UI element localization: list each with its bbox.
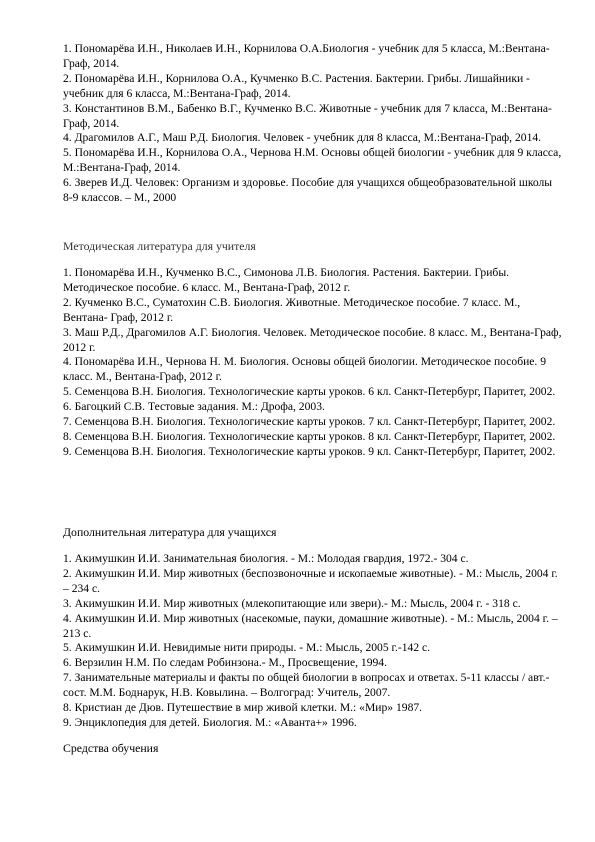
list-item: 2. Акимушкин И.И. Мир животных (беспозвоночные и ископаемые животные). - М.: Мысль, 2004 г. – 234 с. bbox=[63, 566, 558, 595]
list-item: 3. Константинов В.М., Бабенко В.Г., Кучменко В.С. Животные - учебник для 7 класса, М.:Вентана- Граф, 2014. bbox=[63, 101, 552, 130]
list-item: 6. Багоцкий С.В. Тестовые задания. М.: Дрофа, 2003. bbox=[63, 400, 325, 414]
extra-literature-heading: Дополнительная литература для учащихся bbox=[63, 525, 277, 539]
teacher-literature-list bbox=[63, 266, 563, 460]
list-item: 3. Акимушкин И.И. Мир животных (млекопитающие или звери).- М.: Мысль, 2004 г. - 318 с. bbox=[63, 596, 521, 610]
list-item: 9. Семенцова В.Н. Биология. Технологические карты уроков. 9 кл. Санкт-Петербург, Паритет, 2002. bbox=[63, 444, 556, 458]
list-item: 1. Пономарёва И.Н., Николаев И.Н., Корнилова О.А.Биология - учебник для 5 класса, М.:Вентана-Граф, 2014. bbox=[63, 42, 550, 70]
list-item: 2. Кучменко В.С., Суматохин С.В. Биология. Животные. Методическое пособие. 7 класс. М., Вентана- Граф, 2012 г. bbox=[63, 295, 521, 324]
teaching-tools-heading: Средства обучения bbox=[63, 741, 159, 755]
list-item: 6. Зверев И.Д. Человек: Организм и здоровье. Пособие для учащихся общеобразовательной школы 8-9 классов. – М., 2000 bbox=[63, 176, 553, 205]
list-item: 4. Драгомилов А.Г., Маш Р.Д. Биология. Человек - учебник для 8 класса, М.:Вентана-Граф, 2014. bbox=[63, 131, 542, 145]
list-item: 1. Акимушкин И.И. Занимательная биология. - М.: Молодая гвардия, 1972.- 304 с. bbox=[63, 552, 469, 565]
list-item: 5. Акимушкин И.И. Невидимые нити природы. - М.: Мысль, 2005 г.-142 с. bbox=[63, 641, 431, 655]
teacher-literature-heading: Методическая литература для учителя bbox=[63, 239, 256, 253]
list-item: 8. Кристиан де Дюв. Путешествие в мир живой клетки. М.: «Мир» 1987. bbox=[63, 701, 423, 715]
list-item: 3. Маш Р.Д., Драгомилов А.Г. Биология. Человек. Методическое пособие. 8 класс. М., Вентана-Граф, 2012 г. bbox=[63, 325, 562, 354]
list-item: 6. Верзилин Н.М. По следам Робинзона.- М., Просвещение, 1994. bbox=[63, 656, 387, 670]
list-item: 4. Пономарёва И.Н., Чернова Н. М. Биология. Основы общей биологии. Методическое пособие. 9 класс. М., Вентана-Граф, 2012 г. bbox=[63, 355, 547, 384]
list-item: 4. Акимушкин И.И. Мир животных (насекомые, пауки, домашние животные). - М.: Мысль, 2004 г. – 213 с. bbox=[63, 611, 558, 640]
list-item: 2. Пономарёва И.Н., Корнилова О.А., Кучменко В.С. Растения. Бактерии. Грибы. Лишайники - учебник для 6 класса, М.:Вентана-Граф, 2014. bbox=[63, 71, 530, 100]
list-item: 9. Энциклопедия для детей. Биология. М.: «Аванта+» 1996. bbox=[63, 715, 357, 729]
list-item: 8. Семенцова В.Н. Биология. Технологические карты уроков. 8 кл. Санкт-Петербург, Паритет, 2002. bbox=[63, 429, 556, 443]
list-item: 5. Семенцова В.Н. Биология. Технологические карты уроков. 6 кл. Санкт-Петербург, Паритет, 2002. bbox=[63, 385, 556, 399]
list-item: 7. Занимательные материалы и факты по общей биологии в вопросах и ответах. 5-11 классы / авт.-сост. М.М. Боднарук, Н.В. Ковылина. – Волгоград: Учитель, 2007. bbox=[63, 671, 550, 700]
list-item: 5. Пономарёва И.Н., Корнилова О.А., Чернова Н.М. Основы общей биологии - учебник для 9 класса, М.:Вентана-Граф, 2014. bbox=[63, 146, 562, 175]
extra-literature-list bbox=[63, 552, 563, 731]
students-textbook-list bbox=[63, 42, 563, 206]
list-item: 7. Семенцова В.Н. Биология. Технологические карты уроков. 7 кл. Санкт-Петербург, Паритет, 2002. bbox=[63, 415, 556, 429]
list-item: 1. Пономарёва И.Н., Кучменко В.С., Симонова Л.В. Биология. Растения. Бактерии. Грибы. Методическое пособие. 6 класс. М., Вентана-Граф, 2012 г. bbox=[63, 266, 510, 294]
